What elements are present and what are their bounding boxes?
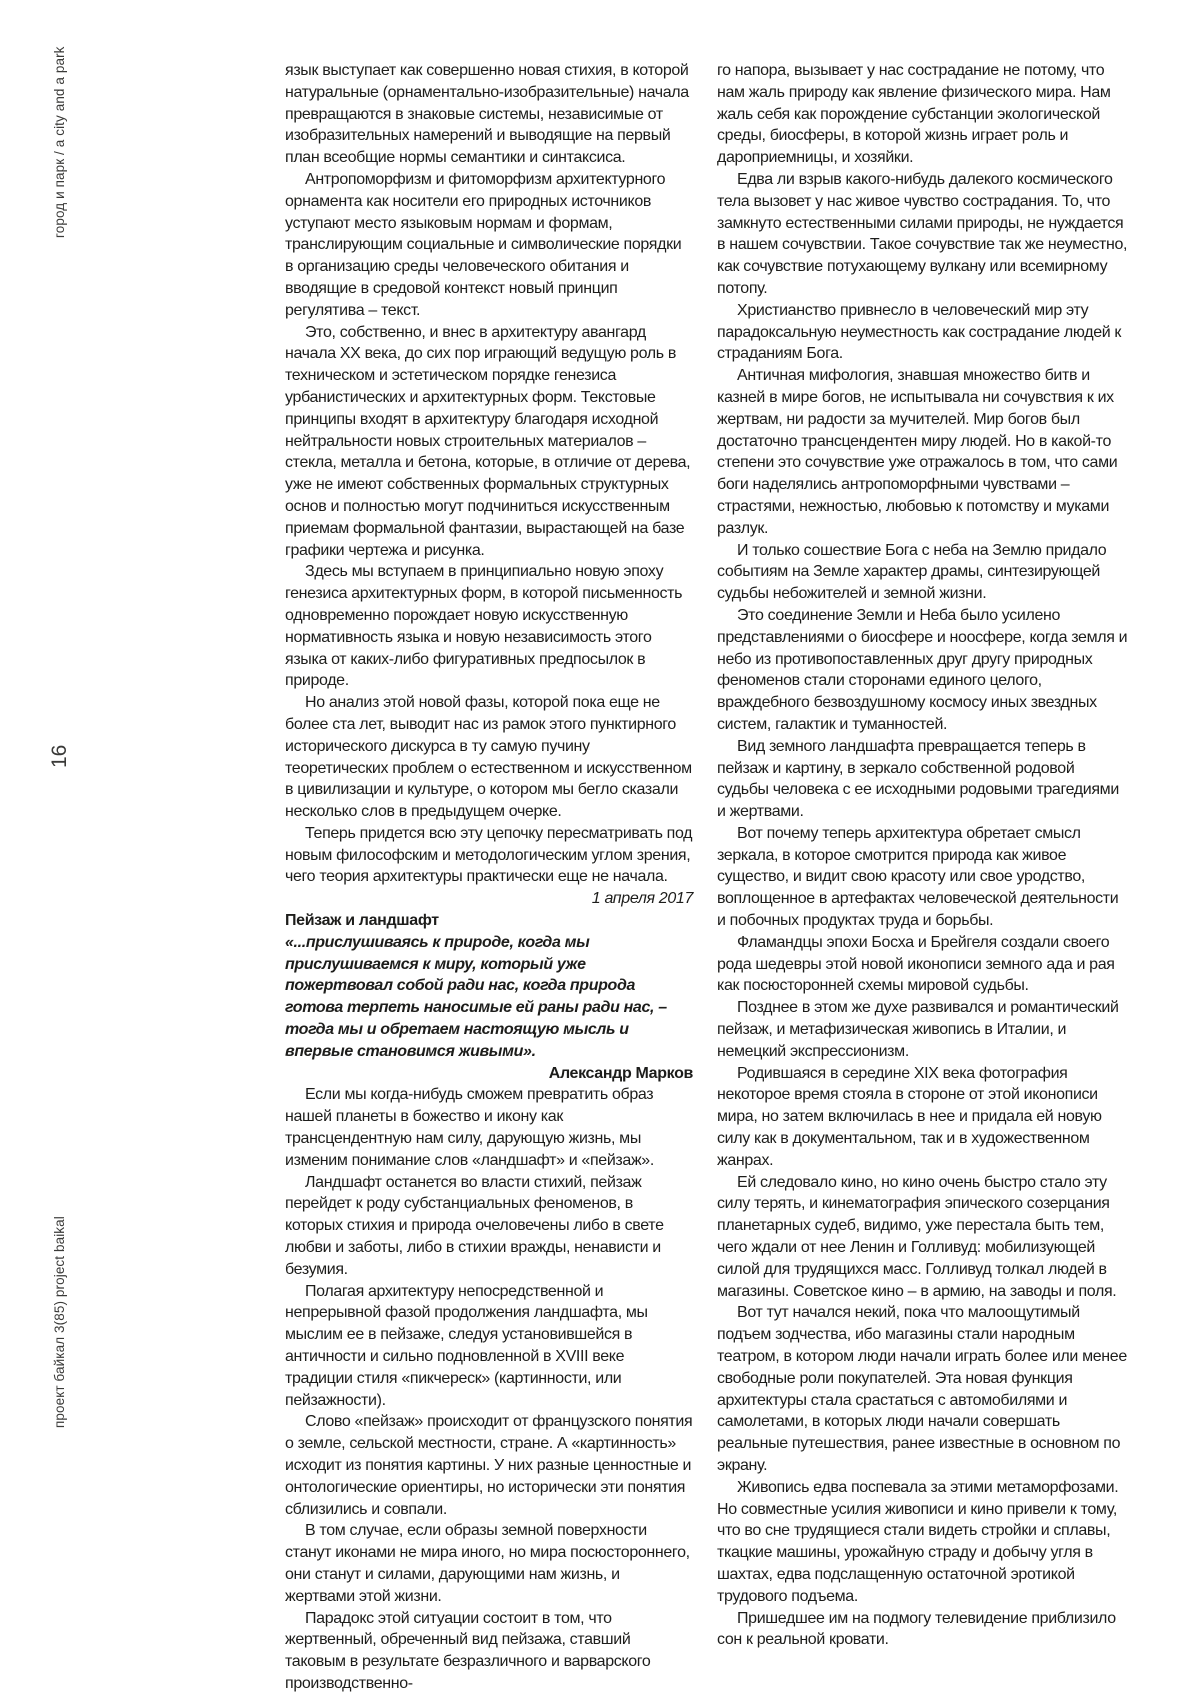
body-paragraph: Вид земного ландшафта превращается теперь в пейзаж и картину, в зеркало собственной родовой судьбы человека с ее исходными родовыми трагедиями и жертвами. — [717, 737, 1119, 821]
body-paragraph: Полагая архитектуру непосредственной и непрерывной фазой продолжения ландшафта, мы мыслим ее в пейзаже, следуя установившейся в античности и сильно подновленной в XVIII веке традиции стиля «пикчереск» (картинности, или пейзажности). — [285, 1282, 648, 1409]
sidebar-section-label: город и парк / a city and a park — [52, 46, 67, 238]
body-paragraph: Христианство привнесло в человеческий мир эту парадоксальную неуместность как сострадание людей к страданиям Бога. — [717, 301, 1122, 363]
body-paragraph: Парадокс этой ситуации состоит в том, что жертвенный, обреченный вид пейзажа, ставший таковым в результате безразличного и варварского производственно- — [285, 1609, 651, 1692]
body-paragraph: Живопись едва поспевала за этими метаморфозами. Но совместные усилия живописи и кино привели к тому, что во сне трудящиеся стали видеть стройки и сплавы, ткацкие машины, урожайную страду и добычу угля в шахтах, едва подслащенную остаточной эротикой трудового подъема. — [717, 1478, 1119, 1605]
body-paragraph: Если мы когда-нибудь сможем превратить образ нашей планеты в божество и икону как трансцендентную нам силу, дарующую жизнь, мы изменим понимание слов «ландшафт» и «пейзаж». — [285, 1086, 654, 1169]
body-paragraph: Едва ли взрыв какого-нибудь далекого космического тела вызовет у нас живое чувство сострадания. То, что замкнуто естественными силами природы, не нуждается в нашем сочувствии. Такое сочувствие так же неуместно, как сочувствие потухающему вулкану или всемирному потопу. — [717, 170, 1128, 297]
body-paragraph: Позднее в этом же духе развивался и романтический пейзаж, и метафизическая живопись в Италии, и немецкий экспрессионизм. — [717, 999, 1119, 1060]
body-paragraph: Ей следовало кино, но кино очень быстро стало эту силу терять, и кинематография эпического созерцания планетарных судеб, видимо, уже перестала быть тем, чего ждали от нее Ленин и Голливуд: мобилизующей силой для трудящихся масс. Голливуд толкал людей в магазины. Советское кино – в армию, на заводы и поля. — [717, 1173, 1117, 1300]
page-number: 16 — [48, 744, 71, 768]
body-paragraph: Фламандцы эпохи Босха и Брейгеля создали своего рода шедевры этой новой иконописи земного ада и рая как посюсторонней схемы мировой судьбы. — [717, 933, 1115, 995]
body-paragraph: Античная мифология, знавшая множество битв и казней в мире богов, не испытывала ни сочувствия к их жертвам, ни радости за мучителей. Мир богов был достаточно трансцендентен миру людей. Но в какой-то степени это сочувствие уже отражалось в том, что сами боги наделялись антропоморфными чувствами – страстями, нежностью, любовью к потомству и муками разлук. — [717, 367, 1118, 537]
body-paragraph: Пришедшее им на подмогу телевидение приблизило сон к реальной кровати. — [717, 1609, 1116, 1649]
epigraph-author: Александр Марков — [548, 1064, 693, 1082]
body-paragraph: Вот тут начался некий, пока что малоощутимый подъем зодчества, ибо магазины стали народным театром, в котором люди начали играть более или менее свободные роли покупателей. Эта новая функция архитектуры стала срастаться с автомобилями и самолетами, в которых люди начали совершать реальные путешествия, ранее известные в основном по экрану. — [717, 1304, 1127, 1474]
body-paragraph: И только сошествие Бога с неба на Землю придало событиям на Земле характер драмы, синтезирующей судьбы небожителей и земной жизни. — [717, 541, 1107, 603]
body-paragraph: Но анализ этой новой фазы, которой пока еще не более ста лет, выводит нас из рамок этого пунктирного исторического дискурса в ту самую пучину теоретических проблем о естественном и искусственном в цивилизации и культуре, о котором мы бегло сказали несколько слов в предыдущем очерке. — [285, 694, 692, 821]
body-paragraph: Теперь придется всю эту цепочку пересматривать под новым философским и методологическим углом зрения, чего теория архитектуры практически еще не начала. — [285, 824, 693, 886]
body-paragraph: В том случае, если образы земной поверхности станут иконами не мира иного, но мира посюстороннего, они станут и силами, дарующими нам жизнь, и жертвами этой жизни. — [285, 1522, 690, 1605]
body-paragraph: Это соединение Земли и Неба было усилено представлениями о биосфере и ноосфере, когда земля и небо из противопоставленных друг другу природных феноменов стали сторонами единого целого, враждебного безвоздушному космосу иных звездных систем, галактик и туманностей. — [717, 606, 1128, 733]
sidebar-journal-imprint: проект байкал 3(85) project baikal — [52, 1216, 67, 1428]
body-paragraph-continuation: го напора, вызывает у нас сострадание не потому, что нам жаль природу как явление физического мира. Нам жаль себя как порождение субстанции экологической среды, биосферы, в которой жизнь играет роль и дароприемницы, и хозяйки. — [717, 62, 1111, 167]
text-column-left — [285, 60, 693, 1695]
epigraph-quote: «...прислушиваясь к природе, когда мы прислушиваемся к миру, который уже пожертвовал собой ради нас, когда природа готова терпеть наносимые ей раны ради нас, – тогда мы и обретаем настоящую мысль и впервые становимся живыми». — [285, 933, 667, 1060]
section-heading: Пейзаж и ландшафт — [285, 912, 439, 930]
body-paragraph: Антропоморфизм и фитоморфизм архитектурного орнамента как носители его природных источников уступают место языковым нормам и формам, транслирующим социальные и символические порядки в организацию среды человеческого обитания и вводящие в средовой контекст новый принцип регулятива – текст. — [285, 170, 682, 319]
body-paragraph: Ландшафт останется во власти стихий, пейзаж перейдет к роду субстанциальных феноменов, в которых стихия и природа очеловечены либо в свете любви и заботы, либо в стихии вражды, ненависти и безумия. — [285, 1173, 664, 1278]
body-paragraph-continuation: язык выступает как совершенно новая стихия, в которой натуральные (орнаментально-изобразительные) начала превращаются в знаковые системы, независимые от изобразительных намерений и выводящие на первый план всеобщие нормы семантики и синтаксиса. — [285, 62, 689, 167]
body-paragraph: Вот почему теперь архитектура обретает смысл зеркала, в которое смотрится природа как живое существо, и видит свою красоту или свое уродство, воплощенное в артефактах человеческой деятельности и побочных продуктах труда и борьбы. — [717, 824, 1119, 930]
body-paragraph: Здесь мы вступаем в принципиально новую эпоху генезиса архитектурных форм, в которой письменность одновременно порождает новую искусственную нормативность языка и новую независимость этого языка от каких-либо фигуративных предпосылок в природе. — [285, 563, 683, 690]
date-line: 1 апреля 2017 — [591, 890, 693, 908]
body-paragraph: Это, собственно, и внес в архитектуру авангард начала XX века, до сих пор играющий ведущую роль в техническом и эстетическом порядке генезиса урбанистических и архитектурных форм. Текстовые принципы входят в архитектуру благодаря исходной нейтральности новых строительных материалов – стекла, металла и бетона, которые, в отличие от дерева, уже не имеют собственных формальных структурных основ и полностью могут подчиниться искусственным приемам формальной фантазии, вырастающей на базе графики чертежа и рисунка. — [285, 323, 691, 559]
text-column-right — [717, 60, 1129, 1651]
body-paragraph: Слово «пейзаж» происходит от французского понятия о земле, сельской местности, стране. А «картинность» исходит из понятия картины. У них разные ценностные и онтологические ориентиры, но исторически эти понятия сблизились и совпали. — [285, 1413, 693, 1518]
body-paragraph: Родившаяся в середине XIX века фотография некоторое время стояла в стороне от этой иконописи мира, но затем включилась в нее и придала ей новую силу как в документальном, так и в художественном жанрах. — [717, 1064, 1102, 1169]
